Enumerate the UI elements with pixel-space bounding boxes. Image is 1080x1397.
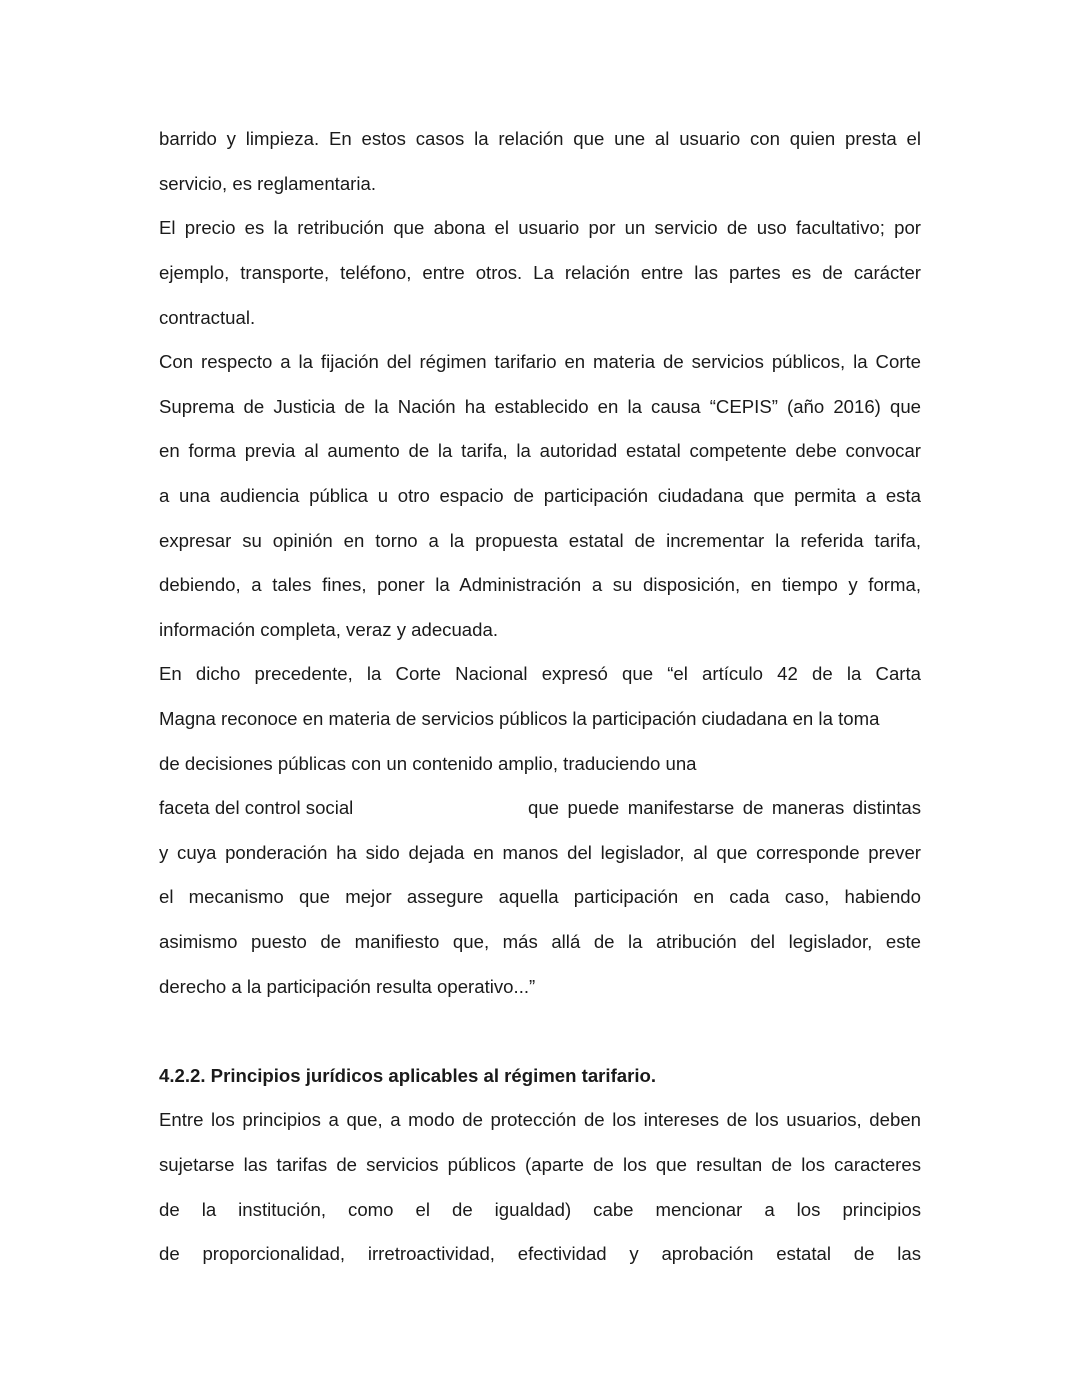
text-line: el mecanismo que mejor assegure aquella participación en cada caso, habiendo <box>159 886 921 907</box>
text-line: debiendo, a tales fines, poner la Administración a su disposición, en tiempo y forma, <box>159 574 921 595</box>
text-line: de proporcionalidad, irretroactividad, efectividad y aprobación estatal de las <box>159 1243 921 1264</box>
text-line: Con respecto a la fijación del régimen tarifario en materia de servicios públicos, la Corte <box>159 351 921 372</box>
text-line: de decisiones públicas con un contenido amplio, traduciendo una <box>159 753 697 774</box>
text-line: de la institución, como el de igualdad) cabe mencionar a los principios <box>159 1199 921 1220</box>
split-text-line <box>159 796 921 820</box>
text-line: Suprema de Justicia de la Nación ha establecido en la causa “CEPIS” (año 2016) que <box>159 396 921 417</box>
text-line: asimismo puesto de manifiesto que, más allá de la atribución del legislador, este <box>159 931 921 952</box>
text-line: derecho a la participación resulta operativo...” <box>159 976 536 997</box>
text-line: a una audiencia pública u otro espacio de participación ciudadana que permita a esta <box>159 485 921 506</box>
split-line-right: que puede manifestarse de maneras distintas <box>528 797 921 818</box>
text-line: contractual. <box>159 307 256 328</box>
text-line: El precio es la retribución que abona el usuario por un servicio de uso facultativo; por <box>159 217 921 238</box>
text-line: En dicho precedente, la Corte Nacional expresó que “el artículo 42 de la Carta <box>159 663 921 684</box>
split-line-left: faceta del control social <box>159 797 354 818</box>
text-line: Entre los principios a que, a modo de protección de los intereses de los usuarios, deben <box>159 1109 921 1130</box>
text-line: Magna reconoce en materia de servicios públicos la participación ciudadana en la toma <box>159 708 880 729</box>
text-line: sujetarse las tarifas de servicios públicos (aparte de los que resultan de los caracteres <box>159 1154 921 1175</box>
text-line: barrido y limpieza. En estos casos la relación que une al usuario con quien presta el <box>159 128 921 149</box>
text-line: y cuya ponderación ha sido dejada en manos del legislador, al que corresponde prever <box>159 842 921 863</box>
text-line: servicio, es reglamentaria. <box>159 173 377 194</box>
text-line: expresar su opinión en torno a la propuesta estatal de incrementar la referida tarifa, <box>159 530 921 551</box>
text-line: en forma previa al aumento de la tarifa, la autoridad estatal competente debe convocar <box>159 440 921 461</box>
section-heading: 4.2.2. Principios jurídicos aplicables al régimen tarifario. <box>159 1065 657 1086</box>
text-line: ejemplo, transporte, teléfono, entre otros. La relación entre las partes es de carácter <box>159 262 921 283</box>
text-line: información completa, veraz y adecuada. <box>159 619 498 640</box>
